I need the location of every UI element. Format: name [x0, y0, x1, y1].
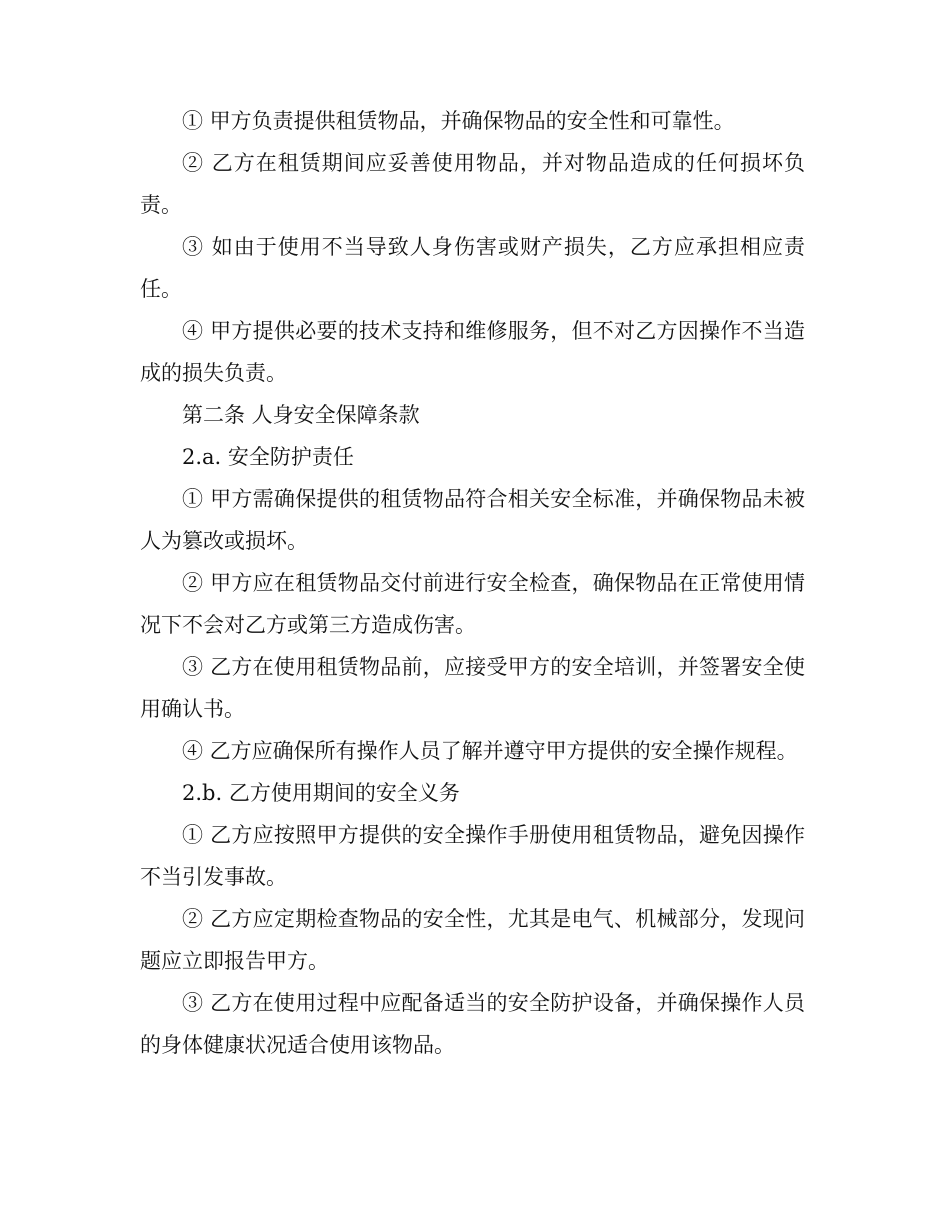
- clause-1-item-4: ④ 甲方提供必要的技术支持和维修服务，但不对乙方因操作不当造成的损失负责。: [140, 319, 805, 385]
- section-2b-item-2: ② 乙方应定期检查物品的安全性，尤其是电气、机械部分，发现问题应立即报告甲方。: [140, 907, 805, 973]
- section-2a-item-1: ① 甲方需确保提供的租赁物品符合相关安全标准，并确保物品未被人为篡改或损坏。: [140, 487, 805, 553]
- article-2-heading: 第二条 人身安全保障条款: [182, 403, 420, 427]
- clause-1-item-3: ③ 如由于使用不当导致人身伤害或财产损失，乙方应承担相应责任。: [140, 235, 805, 301]
- section-2b-heading: 2.b. 乙方使用期间的安全义务: [182, 781, 460, 805]
- clause-1-item-1: ① 甲方负责提供租赁物品，并确保物品的安全性和可靠性。: [182, 109, 735, 133]
- section-2a-item-2: ② 甲方应在租赁物品交付前进行安全检查，确保物品在正常使用情况下不会对乙方或第三方造成伤害。: [140, 571, 805, 637]
- document-body: [140, 100, 805, 1066]
- section-2a-item-4: ④ 乙方应确保所有操作人员了解并遵守甲方提供的安全操作规程。: [182, 739, 798, 763]
- section-2b-item-1: ① 乙方应按照甲方提供的安全操作手册使用租赁物品，避免因操作不当引发事故。: [140, 823, 805, 889]
- clause-1-item-2: ② 乙方在租赁期间应妥善使用物品，并对物品造成的任何损坏负责。: [140, 151, 805, 217]
- section-2a-item-3: ③ 乙方在使用租赁物品前，应接受甲方的安全培训，并签署安全使用确认书。: [140, 655, 805, 721]
- section-2b-item-3: ③ 乙方在使用过程中应配备适当的安全防护设备，并确保操作人员的身体健康状况适合使用该物品。: [140, 991, 805, 1057]
- section-2a-heading: 2.a. 安全防护责任: [182, 445, 354, 469]
